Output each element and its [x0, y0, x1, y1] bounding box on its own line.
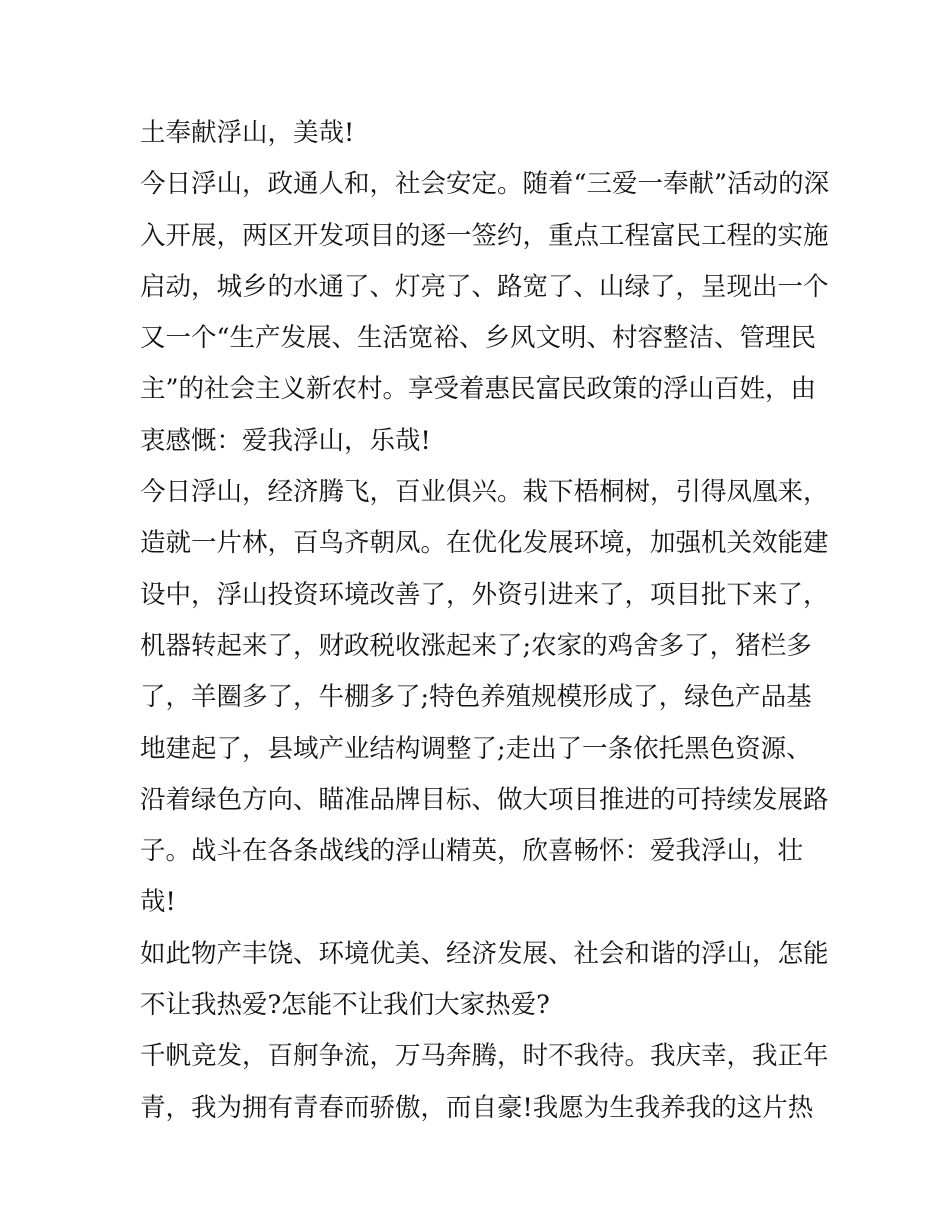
text-line-2: 今日浮山，政通人和，社会安定。随着“三爱一奉献”活动的深 — [140, 169, 830, 200]
text-line-15: 子。战斗在各条战线的浮山精英，欣喜畅怀：爱我浮山，壮 — [140, 836, 804, 867]
text-line-3: 入开展，两区开发项目的逐一签约，重点工程富民工程的实施 — [140, 220, 829, 251]
text-line-10: 设中，浮山投资环境改善了，外资引进来了，项目批下来了， — [140, 579, 829, 610]
text-line-14: 沿着绿色方向、瞄准品牌目标、做大项目推进的可持续发展路 — [140, 784, 829, 815]
text-line-8: 今日浮山，经济腾飞，百业俱兴。栽下梧桐树，引得凤凰来， — [140, 477, 829, 508]
text-line-12: 了，羊圈多了，牛棚多了;特色养殖规模形成了，绿色产品基 — [140, 682, 812, 713]
document-body — [140, 108, 830, 1134]
text-line-13: 地建起了，县域产业结构调整了;走出了一条依托黑色资源、 — [140, 733, 812, 764]
text-line-11: 机器转起来了，财政税收涨起来了;农家的鸡舍多了，猪栏多 — [140, 630, 812, 661]
text-line-7: 衷感慨：爱我浮山，乐哉! — [140, 425, 431, 456]
text-line-20: 青，我为拥有青春而骄傲，而自豪!我愿为生我养我的这片热 — [140, 1092, 814, 1123]
text-line-4: 启动，城乡的水通了、灯亮了、路宽了、山绿了，呈现出一个 — [140, 271, 829, 302]
text-line-19: 千帆竞发，百舸争流，万马奔腾，时不我待。我庆幸，我正年 — [140, 1041, 829, 1072]
text-line-16: 哉! — [140, 887, 176, 918]
text-line-17: 如此物产丰饶、环境优美、经济发展、社会和谐的浮山，怎能 — [140, 938, 829, 969]
text-line-1: 土奉献浮山，美哉! — [140, 118, 355, 148]
text-line-9: 造就一片林，百鸟齐朝凤。在优化发展环境，加强机关效能建 — [140, 528, 829, 559]
text-line-5: 又一个“生产发展、生活宽裕、乡风文明、村容整洁、管理民 — [140, 323, 817, 354]
text-line-18: 不让我热爱?怎能不让我们大家热爱? — [140, 990, 550, 1021]
text-line-6: 主”的社会主义新农村。享受着惠民富民政策的浮山百姓，由 — [140, 374, 817, 405]
